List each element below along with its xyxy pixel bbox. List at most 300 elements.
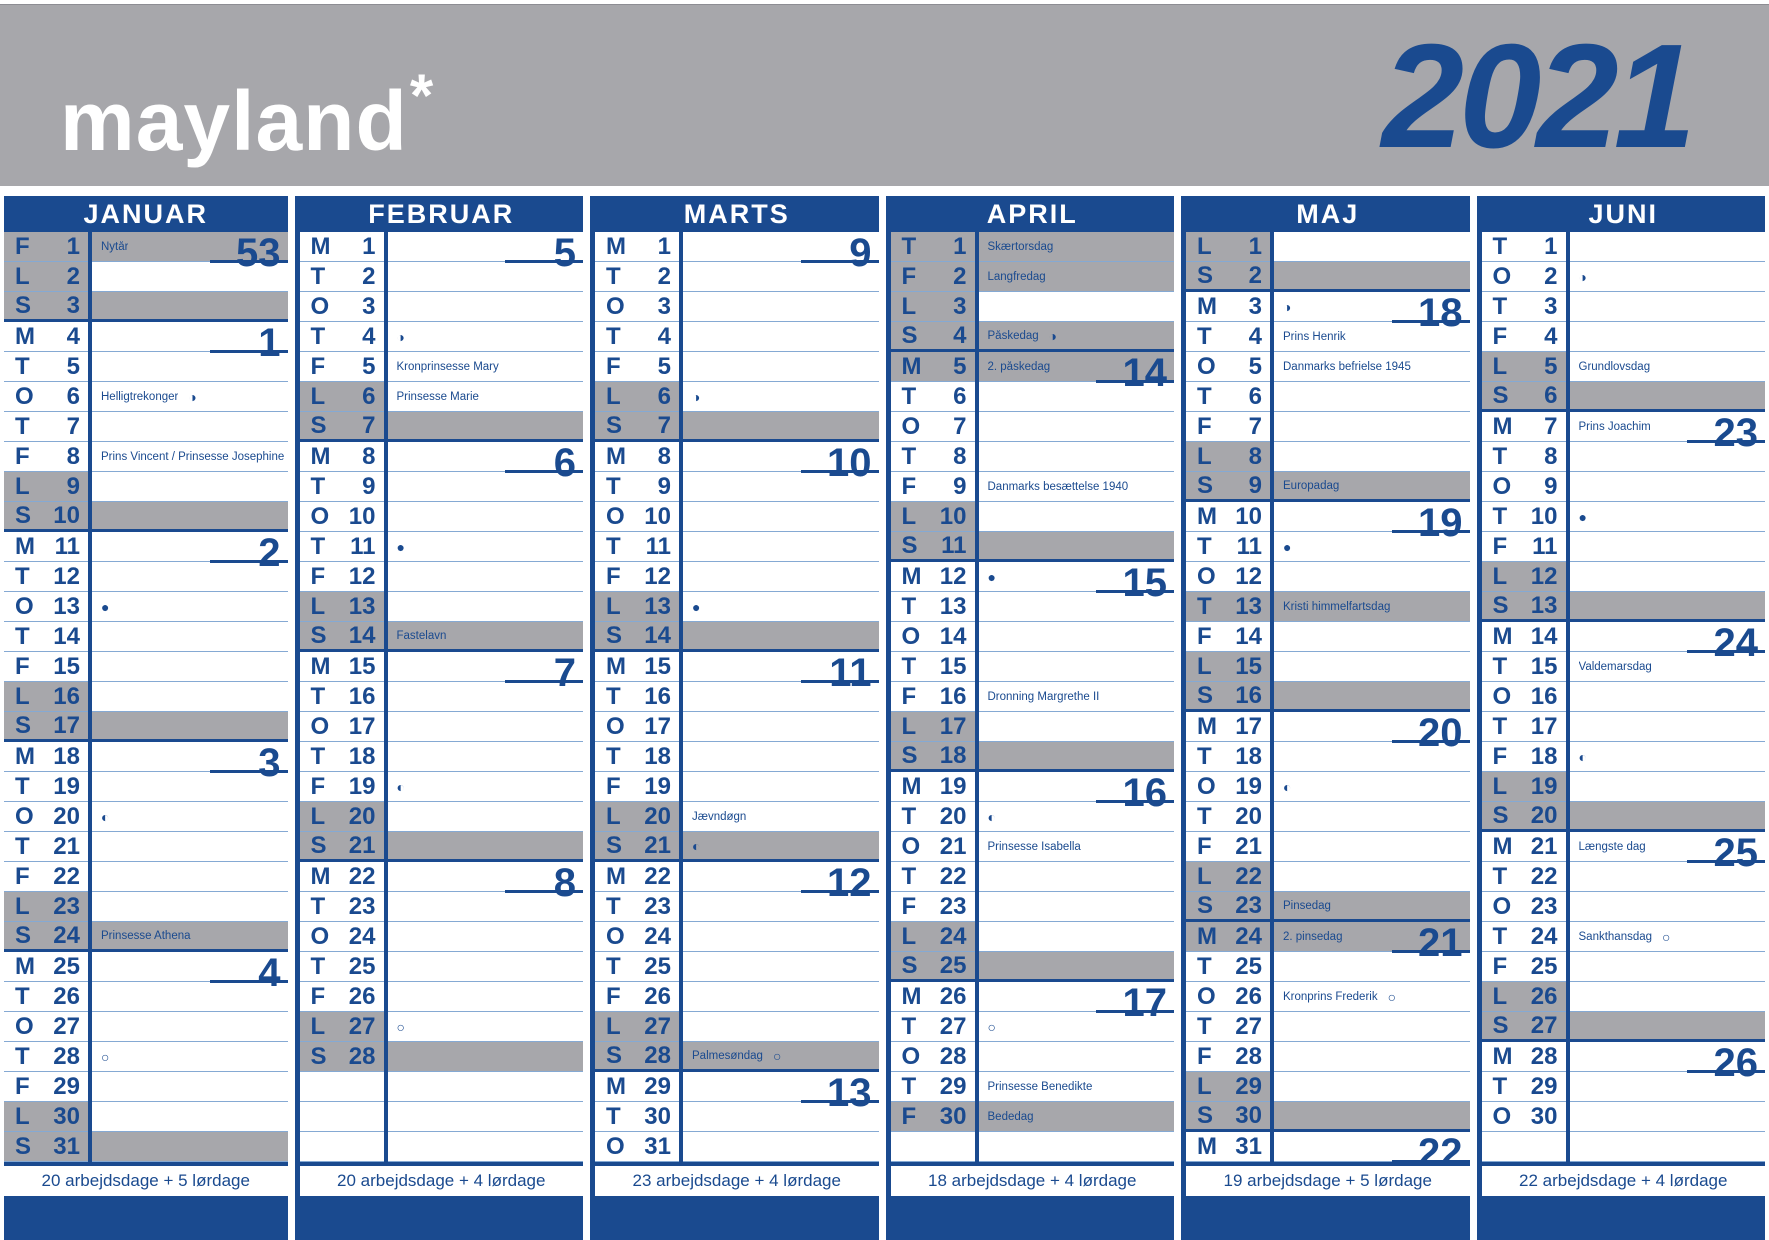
day-label — [891, 892, 975, 921]
weekday-letter: O — [606, 712, 625, 740]
day-note-area — [1570, 922, 1766, 951]
weekday-letter: L — [15, 682, 30, 710]
day-note-area — [683, 412, 879, 439]
day-row — [300, 532, 584, 562]
day-row — [4, 1102, 288, 1132]
weekday-letter: T — [606, 472, 621, 500]
day-number: 31 — [53, 1132, 80, 1160]
day-note-area — [1274, 262, 1470, 289]
day-label — [891, 652, 975, 681]
weekday-letter: F — [1492, 952, 1508, 980]
moon-phase-last-icon: ◑ — [692, 388, 701, 405]
day-note: 2. påskedag — [987, 360, 1051, 373]
day-number: 17 — [939, 712, 967, 740]
day-note-area — [92, 951, 288, 995]
day-number: 2 — [1544, 262, 1558, 290]
day-label — [595, 562, 679, 591]
weekday-letter: L — [15, 472, 30, 500]
day-number: 13 — [348, 592, 376, 620]
day-row — [595, 772, 879, 802]
day-number: 23 — [1235, 891, 1262, 919]
day-row — [595, 502, 879, 532]
week-number: 3 — [258, 741, 281, 785]
day-label — [300, 592, 384, 621]
day-number: 31 — [1235, 1132, 1262, 1160]
day-number: 2 — [657, 262, 671, 290]
day-label — [300, 922, 384, 951]
day-number: 16 — [1235, 681, 1262, 709]
day-row — [300, 592, 584, 622]
day-note-area — [683, 292, 879, 321]
day-number: 26 — [53, 982, 80, 1010]
weekday-letter: S — [1197, 261, 1214, 289]
day-note: Valdemarsdag — [1578, 660, 1652, 673]
weekday-letter: M — [310, 232, 331, 260]
weekday-letter: T — [901, 382, 917, 410]
day-label — [1482, 1132, 1566, 1161]
weekday-letter: O — [15, 1012, 34, 1040]
day-number: 15 — [53, 652, 80, 680]
moon-phase-first-icon: ◐ — [101, 808, 110, 825]
day-row — [1186, 802, 1470, 832]
day-number: 14 — [1235, 622, 1262, 650]
day-note: Helligtrekonger — [101, 390, 179, 403]
day-row — [1482, 1012, 1766, 1042]
day-number: 12 — [1235, 562, 1262, 590]
day-number: 25 — [1530, 952, 1558, 980]
weekday-letter: L — [310, 592, 326, 620]
day-number: 9 — [1544, 472, 1558, 500]
moon-phase-first-icon: ◐ — [396, 778, 405, 795]
weekday-letter: T — [901, 652, 917, 680]
month-column-marts — [590, 196, 879, 1240]
day-label — [4, 532, 88, 561]
day-number: 24 — [1235, 922, 1262, 950]
day-label — [4, 292, 88, 319]
day-note-area — [683, 562, 879, 591]
weekday-letter: O — [606, 292, 625, 320]
day-number: 17 — [1530, 712, 1558, 740]
day-row — [1186, 262, 1470, 292]
week-number: 20 — [1418, 711, 1463, 755]
moon-phase-new-icon: ● — [1578, 508, 1587, 525]
day-label — [1186, 832, 1270, 861]
day-number: 27 — [348, 1012, 376, 1040]
day-number: 18 — [348, 742, 376, 770]
moon-phase-new-icon: ● — [1283, 538, 1292, 555]
weekday-letter: T — [606, 682, 621, 710]
week-number: 18 — [1418, 291, 1463, 335]
day-note-area — [92, 1072, 288, 1101]
month-header: MARTS — [595, 196, 879, 232]
day-row — [4, 741, 288, 785]
day-row — [1186, 562, 1470, 592]
day-note-area — [1570, 502, 1766, 531]
day-note-area — [92, 622, 288, 651]
weekday-letter: M — [1197, 502, 1217, 530]
day-label — [1482, 892, 1566, 921]
day-number: 18 — [939, 741, 967, 769]
day-note-area — [683, 1132, 879, 1161]
day-label — [300, 262, 384, 291]
day-label — [300, 772, 384, 801]
day-label — [891, 862, 975, 891]
day-number: 25 — [1235, 952, 1262, 980]
weekday-letter: T — [901, 1072, 917, 1100]
day-label — [1482, 442, 1566, 471]
day-label — [4, 682, 88, 711]
day-label — [1482, 532, 1566, 561]
day-row — [1186, 442, 1470, 472]
day-label — [4, 412, 88, 441]
day-number: 10 — [939, 502, 967, 530]
week-number: 24 — [1713, 621, 1758, 665]
weekday-letter: O — [310, 712, 330, 740]
day-row — [891, 892, 1175, 922]
day-note-area — [1274, 592, 1470, 621]
day-row — [595, 532, 879, 562]
weekday-letter: S — [1197, 681, 1214, 709]
day-note-area — [979, 652, 1175, 681]
weekday-letter: T — [310, 322, 326, 350]
week-number: 15 — [1122, 561, 1167, 605]
blank-row — [1482, 1132, 1766, 1162]
day-label — [891, 742, 975, 769]
weekday-letter: F — [15, 442, 30, 470]
day-label — [891, 832, 975, 861]
weekday-letter: T — [1492, 862, 1508, 890]
weekday-letter: S — [310, 1042, 327, 1070]
day-note-area — [1570, 802, 1766, 829]
day-number: 28 — [348, 1042, 376, 1070]
day-label — [1482, 982, 1566, 1011]
day-row — [595, 1071, 879, 1115]
day-number: 15 — [348, 652, 376, 680]
day-label — [595, 802, 679, 831]
day-number: 22 — [939, 862, 967, 890]
day-note-area — [683, 622, 879, 649]
day-row — [4, 1042, 288, 1072]
day-note-area — [1570, 592, 1766, 619]
day-note-area — [979, 892, 1175, 921]
day-row — [1482, 831, 1766, 875]
day-note-area — [92, 472, 288, 501]
day-number: 6 — [1248, 382, 1262, 410]
week-number: 5 — [553, 231, 576, 275]
weekday-letter: M — [1197, 922, 1217, 950]
footer-band — [4, 1196, 288, 1240]
day-note-area — [1274, 802, 1470, 831]
day-label — [891, 1132, 975, 1161]
day-label — [1186, 982, 1270, 1011]
weekday-letter: M — [606, 652, 626, 680]
day-row — [595, 231, 879, 275]
day-number: 21 — [53, 832, 80, 860]
day-row — [1482, 1041, 1766, 1085]
day-row — [1186, 592, 1470, 622]
weekday-letter: F — [310, 352, 326, 380]
footer-band — [891, 1196, 1175, 1240]
day-row — [300, 772, 584, 802]
day-label — [891, 232, 975, 261]
day-label — [595, 322, 679, 351]
day-note-area — [388, 412, 584, 439]
day-note-area — [92, 682, 288, 711]
day-note: Jævndøgn — [692, 810, 747, 823]
day-note-area — [1274, 1102, 1470, 1129]
week-number: 21 — [1418, 921, 1463, 965]
weekday-letter: S — [15, 291, 32, 319]
day-row — [1186, 921, 1470, 965]
day-label — [300, 892, 384, 921]
day-number: 8 — [66, 442, 80, 470]
day-note-area — [1570, 1012, 1766, 1039]
weekday-letter: M — [15, 742, 35, 770]
moon-phase-new-icon: ● — [987, 568, 996, 585]
workdays-summary: 20 arbejdsdage + 4 lørdage — [300, 1166, 584, 1196]
weekday-letter: T — [1492, 652, 1508, 680]
day-label — [300, 1012, 384, 1041]
day-row — [300, 682, 584, 712]
workdays-summary: 22 arbejdsdage + 4 lørdage — [1482, 1166, 1766, 1196]
moon-phase-last-icon: ◑ — [1578, 268, 1587, 285]
weekday-letter: L — [15, 1102, 30, 1130]
day-row — [595, 832, 879, 862]
day-note-area — [979, 292, 1175, 321]
day-number: 22 — [53, 862, 80, 890]
day-row — [1482, 712, 1766, 742]
day-number: 30 — [53, 1102, 80, 1130]
day-label — [300, 412, 384, 439]
weekday-letter: T — [15, 982, 30, 1010]
day-number: 23 — [348, 892, 376, 920]
day-row — [4, 412, 288, 442]
day-number: 29 — [53, 1072, 80, 1100]
day-note-area — [1570, 1102, 1766, 1131]
weekday-letter: T — [310, 742, 326, 770]
day-note: Prinsesse Marie — [396, 390, 479, 403]
day-note-area — [1570, 1041, 1766, 1085]
day-note-area — [1274, 652, 1470, 681]
day-row — [891, 682, 1175, 712]
day-label — [300, 472, 384, 501]
day-number: 1 — [66, 232, 80, 260]
day-note-area — [979, 322, 1175, 349]
day-row — [4, 592, 288, 622]
day-label — [4, 832, 88, 861]
day-number: 27 — [1235, 1012, 1262, 1040]
day-number: 21 — [348, 831, 376, 859]
day-number: 28 — [939, 1042, 967, 1070]
day-label — [4, 382, 88, 411]
footer-band — [1482, 1196, 1766, 1240]
weekday-letter: T — [15, 622, 30, 650]
day-number: 16 — [53, 682, 80, 710]
day-row — [1186, 1131, 1470, 1175]
day-label — [891, 682, 975, 711]
day-note-area — [1274, 832, 1470, 861]
day-label — [4, 442, 88, 471]
weekday-letter: T — [1492, 712, 1508, 740]
weekday-letter: O — [310, 922, 330, 950]
weekday-letter: O — [1492, 262, 1512, 290]
weekday-letter: T — [1492, 232, 1508, 260]
weekday-letter: T — [1197, 952, 1212, 980]
day-note-area — [1570, 1132, 1766, 1161]
day-number: 5 — [657, 352, 671, 380]
weekday-letter: F — [310, 982, 326, 1010]
moon-phase-full-icon: ○ — [1662, 928, 1671, 945]
day-label — [1482, 232, 1566, 261]
day-note: Kronprinsesse Mary — [396, 360, 499, 373]
day-label — [891, 262, 975, 291]
month-header: JANUAR — [4, 196, 288, 232]
day-label — [1482, 922, 1566, 951]
day-row — [1186, 1012, 1470, 1042]
weekday-letter: L — [310, 1012, 326, 1040]
weekday-letter: O — [901, 832, 921, 860]
day-label — [595, 1072, 679, 1101]
day-number: 15 — [1235, 652, 1262, 680]
day-note-area — [1274, 982, 1470, 1011]
weekday-letter: T — [901, 442, 917, 470]
week-number: 4 — [258, 951, 281, 995]
day-note-area — [683, 352, 879, 381]
day-note-area — [388, 441, 584, 485]
day-row — [300, 712, 584, 742]
day-note-area — [683, 952, 879, 981]
day-number: 24 — [1530, 922, 1558, 950]
day-row — [1482, 1102, 1766, 1132]
day-label — [595, 922, 679, 951]
day-number: 24 — [53, 921, 80, 949]
day-row — [1482, 292, 1766, 322]
weekday-letter: F — [1492, 532, 1508, 560]
day-number: 1 — [362, 232, 376, 260]
day-label — [891, 1102, 975, 1131]
day-number: 19 — [644, 772, 671, 800]
day-note-area — [388, 922, 584, 951]
day-note-area — [979, 952, 1175, 979]
month-column-juni — [1477, 196, 1766, 1240]
day-number: 25 — [348, 952, 376, 980]
day-note-area — [388, 651, 584, 695]
day-number: 5 — [1248, 352, 1262, 380]
day-note-area — [92, 1102, 288, 1131]
brand-logo — [60, 62, 435, 172]
day-label — [1186, 532, 1270, 561]
day-label — [1186, 592, 1270, 621]
day-note-area — [388, 1102, 584, 1131]
day-note: Prinsesse Benedikte — [987, 1080, 1093, 1093]
day-row — [891, 1102, 1175, 1132]
day-row — [595, 382, 879, 412]
day-note-area — [388, 1012, 584, 1041]
weekday-letter: M — [310, 652, 331, 680]
day-label — [1186, 1102, 1270, 1129]
day-note-area — [388, 712, 584, 741]
weekday-letter: T — [310, 262, 326, 290]
month-header: MAJ — [1186, 196, 1470, 232]
weekday-letter: M — [1492, 1042, 1513, 1070]
day-note-area — [388, 861, 584, 905]
day-label — [1186, 952, 1270, 981]
day-number: 30 — [939, 1102, 967, 1130]
weekday-letter: O — [15, 802, 34, 830]
day-number: 26 — [348, 982, 376, 1010]
weekday-letter: O — [901, 1042, 921, 1070]
day-note-area — [1274, 1042, 1470, 1071]
week-number: 17 — [1122, 981, 1167, 1025]
day-label — [1186, 352, 1270, 381]
day-number: 2 — [66, 262, 80, 290]
weekday-letter: S — [310, 621, 327, 649]
weekday-letter: M — [310, 862, 331, 890]
day-number: 28 — [53, 1042, 80, 1070]
weekday-letter: T — [310, 952, 326, 980]
day-number: 30 — [1235, 1101, 1262, 1129]
day-number: 7 — [1248, 412, 1262, 440]
day-label — [300, 802, 384, 831]
day-note-area — [979, 412, 1175, 441]
day-number: 4 — [1248, 322, 1262, 350]
day-note: Palmesøndag — [692, 1049, 763, 1062]
weekday-letter: M — [901, 772, 922, 800]
day-label — [1482, 562, 1566, 591]
day-row — [300, 472, 584, 502]
day-label — [300, 982, 384, 1011]
day-label — [891, 322, 975, 349]
day-label — [4, 352, 88, 381]
weekday-letter: M — [1492, 622, 1513, 650]
day-note-area — [388, 231, 584, 275]
day-label — [1186, 712, 1270, 741]
weekday-letter: S — [15, 1132, 32, 1160]
day-label — [1186, 382, 1270, 411]
day-row — [300, 1042, 584, 1072]
day-number: 11 — [1532, 532, 1558, 560]
day-number: 19 — [348, 772, 376, 800]
day-label — [4, 1042, 88, 1071]
day-note-area — [979, 1102, 1175, 1131]
day-number: 16 — [644, 682, 671, 710]
day-row — [4, 622, 288, 652]
weekday-letter: L — [310, 802, 326, 830]
day-label — [4, 802, 88, 831]
weekday-letter: L — [15, 262, 30, 290]
day-row — [891, 412, 1175, 442]
weekday-letter: T — [1197, 802, 1212, 830]
day-number: 14 — [348, 621, 376, 649]
day-number: 30 — [1530, 1102, 1558, 1130]
day-label — [1482, 622, 1566, 651]
day-number: 15 — [1530, 652, 1558, 680]
day-number: 6 — [362, 382, 376, 410]
day-label — [4, 1132, 88, 1161]
month-header: FEBRUAR — [300, 196, 584, 232]
day-row — [4, 712, 288, 742]
weekday-letter: L — [310, 382, 326, 410]
day-number: 10 — [53, 501, 80, 529]
day-note-area — [1570, 322, 1766, 351]
day-note-area — [92, 1042, 288, 1071]
day-row — [891, 1072, 1175, 1102]
weekday-letter: S — [1197, 471, 1214, 499]
day-number: 29 — [1235, 1072, 1262, 1100]
moon-phase-full-icon: ○ — [1387, 988, 1397, 1005]
day-row — [1482, 621, 1766, 665]
day-number: 20 — [1235, 802, 1262, 830]
